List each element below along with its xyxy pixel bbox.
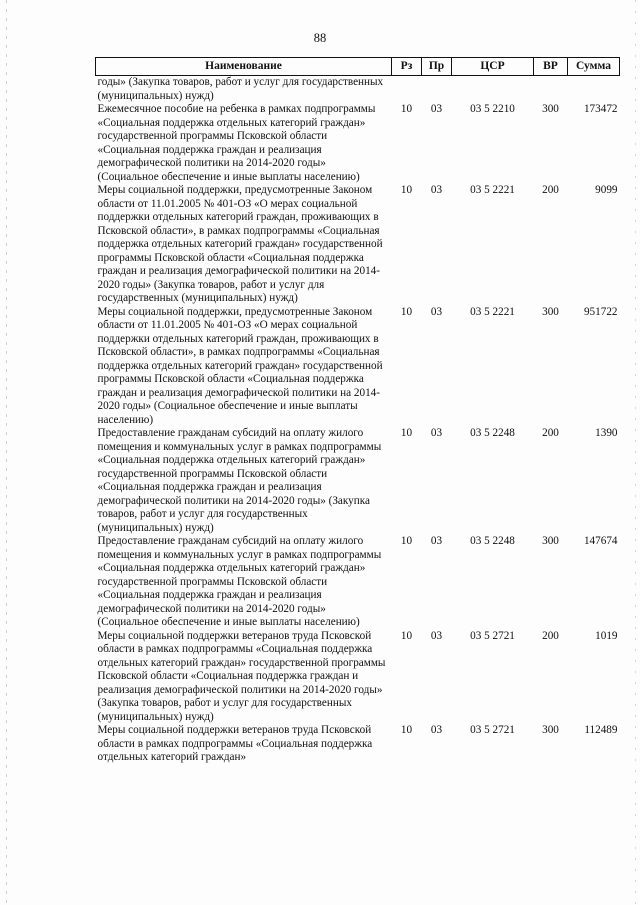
row-name: годы» (Закупка товаров, работ и услуг для государственных (муниципальных) нужд) (97, 76, 384, 102)
row-csr: 03 5 2221 (470, 305, 515, 318)
scan-edge-right (635, 0, 636, 905)
table-row (96, 630, 620, 725)
column-header-csr: ЦСР (452, 58, 534, 76)
column-header-name: Наименование (96, 58, 392, 76)
table-row (96, 724, 620, 765)
row-vr: 300 (542, 305, 559, 318)
row-pr: 03 (430, 724, 443, 736)
row-name: Меры социальной поддержки, предусмотренные Законом области от 11.01.2005 № 401-ОЗ «О мерах социальной поддержки отдельных категорий граждан, проживающих в Псковской области», в рамках подпрограммы «Социальная поддержка отдельных категорий граждан» государственной программы Псковской области «Социальная поддержка граждан и реализация демографической политики на 2014-2020 годы» (Социальное обеспечение и иные выплаты населению) (97, 305, 383, 426)
row-rz: 10 (400, 184, 413, 196)
column-header-pr: Пр (422, 58, 452, 76)
column-header-rz: Рз (392, 58, 422, 76)
row-pr: 03 (430, 535, 443, 547)
table-row (96, 76, 620, 104)
row-sum: 112489 (584, 724, 618, 736)
row-csr: 03 5 2248 (470, 535, 515, 547)
row-name: Ежемесячное пособие на ребенка в рамках подпрограммы «Социальная поддержка отдельных категорий граждан» государственной программы Псковской области «Социальная поддержка граждан и реализация демографической политики на 2014-2020 годы» (Социальное обеспечение и иные выплаты населению) (97, 103, 376, 183)
row-name: Предоставление гражданам субсидий на оплату жилого помещения и коммунальных услуг в рамках подпрограммы «Социальная поддержка отдельных категорий граждан» государственной программы Псковской области «Социальная поддержка граждан и реализация демографической политики на 2014-2020 годы» (Социальное обеспечение и иные выплаты населению) (97, 535, 382, 628)
row-csr: 03 5 2221 (470, 184, 515, 196)
row-sum: 173472 (583, 103, 618, 115)
row-sum: 951722 (583, 305, 618, 318)
row-name: Меры социальной поддержки, предусмотренные Законом области от 11.01.2005 № 401-ОЗ «О мерах социальной поддержки отдельных категорий граждан, проживающих в Псковской области», в рамках подпрограммы «Социальная поддержка отдельных категорий граждан» государственной программы Псковской области «Социальная поддержка граждан и реализация демографической политики на 2014-2020 годы» (Закупка товаров, работ и услуг для государственных (муниципальных) нужд) (97, 184, 383, 304)
row-rz: 10 (400, 305, 413, 318)
row-rz: 10 (400, 535, 413, 547)
row-sum (568, 76, 620, 104)
row-rz: 10 (400, 427, 413, 439)
row-pr: 03 (430, 103, 443, 115)
row-sum: 1019 (595, 629, 618, 642)
row-sum: 9099 (595, 184, 618, 196)
row-name: Предоставление гражданам субсидий на оплату жилого помещения и коммунальных услуг в рамках подпрограммы «Социальная поддержка отдельных категорий граждан» государственной программы Псковской области «Социальная поддержка граждан и реализация демографической политики на 2014-2020 годы» (Закупка товаров, работ и услуг для государственных (муниципальных) нужд) (97, 427, 382, 534)
row-csr: 03 5 2721 (470, 629, 515, 642)
row-vr: 300 (542, 103, 559, 115)
budget-table (95, 57, 620, 765)
scan-edge-left (6, 0, 7, 905)
row-vr (534, 76, 568, 104)
row-rz (392, 76, 422, 104)
row-pr: 03 (430, 305, 443, 318)
row-sum: 147674 (583, 535, 618, 547)
row-pr: 03 (430, 184, 443, 196)
row-csr: 03 5 2210 (470, 103, 515, 115)
table-row (96, 184, 620, 306)
row-vr: 300 (542, 535, 559, 547)
row-csr: 03 5 2721 (470, 724, 515, 736)
row-rz: 10 (400, 724, 413, 736)
column-header-sum: Сумма (568, 58, 620, 76)
table-row (96, 427, 620, 535)
row-vr: 200 (542, 427, 559, 439)
row-csr (452, 76, 534, 104)
row-vr: 300 (542, 724, 559, 736)
row-csr: 03 5 2248 (470, 427, 515, 439)
table-row (96, 306, 620, 428)
table-header-row (96, 58, 620, 76)
row-vr: 200 (542, 184, 559, 196)
row-name: Меры социальной поддержки ветеранов труда Псковской области в рамках подпрограммы «Социальная поддержка отдельных категорий граждан» государственной программы Псковской области «Социальная поддержка граждан и реализация демографической политики на 2014-2020 годы» (Закупка товаров, работ и услуг для государственных (муниципальных) нужд) (97, 629, 386, 723)
row-rz: 10 (400, 103, 413, 115)
row-rz: 10 (400, 629, 413, 642)
row-name: Меры социальной поддержки ветеранов труда Псковской области в рамках подпрограммы «Социальная поддержка отдельных категорий граждан» (97, 724, 373, 763)
row-pr (422, 76, 452, 104)
table-row (96, 103, 620, 184)
row-pr: 03 (430, 629, 443, 642)
table-row (96, 535, 620, 630)
page-number: 88 (313, 31, 327, 45)
row-vr: 200 (542, 629, 559, 642)
row-sum: 1390 (595, 427, 618, 439)
column-header-vr: ВР (534, 58, 568, 76)
row-pr: 03 (430, 427, 443, 439)
